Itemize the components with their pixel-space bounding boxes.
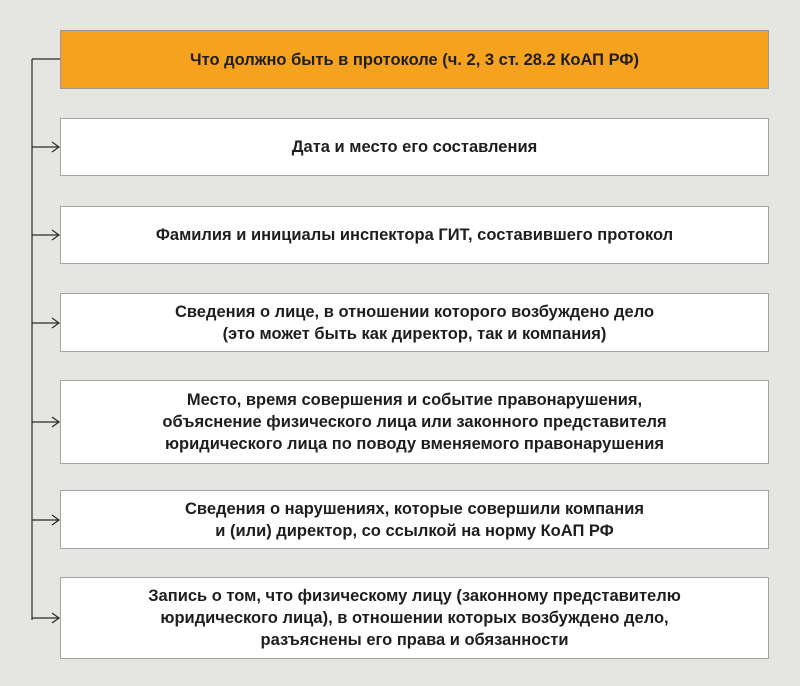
header-box: Что должно быть в протоколе (ч. 2, 3 ст. 28.2 КоАП РФ) — [60, 30, 769, 89]
arrow-icon — [32, 613, 59, 623]
item-box-violations: Сведения о нарушениях, которые совершили компания и (или) директор, со ссылкой на норму КоАП РФ — [60, 490, 769, 549]
arrow-icon — [32, 417, 59, 427]
item-box-person-info: Сведения о лице, в отношении которого возбуждено дело (это может быть как директор, так и компания) — [60, 293, 769, 352]
item-box-rights-record: Запись о том, что физическому лицу (законному представителю юридического лица), в отношении которых возбуждено дело, разъяснены его права и обязанности — [60, 577, 769, 659]
arrow-icon — [32, 515, 59, 525]
item-box-inspector: Фамилия и инициалы инспектора ГИТ, составившего протокол — [60, 206, 769, 264]
item-box-offense-details: Место, время совершения и событие правонарушения, объяснение физического лица или законного представителя юридического лица по поводу вменяемого правонарушения — [60, 380, 769, 464]
arrow-icon — [32, 318, 59, 328]
item-box-date-place: Дата и место его составления — [60, 118, 769, 176]
arrow-icon — [32, 230, 59, 240]
arrow-icon — [32, 142, 59, 152]
